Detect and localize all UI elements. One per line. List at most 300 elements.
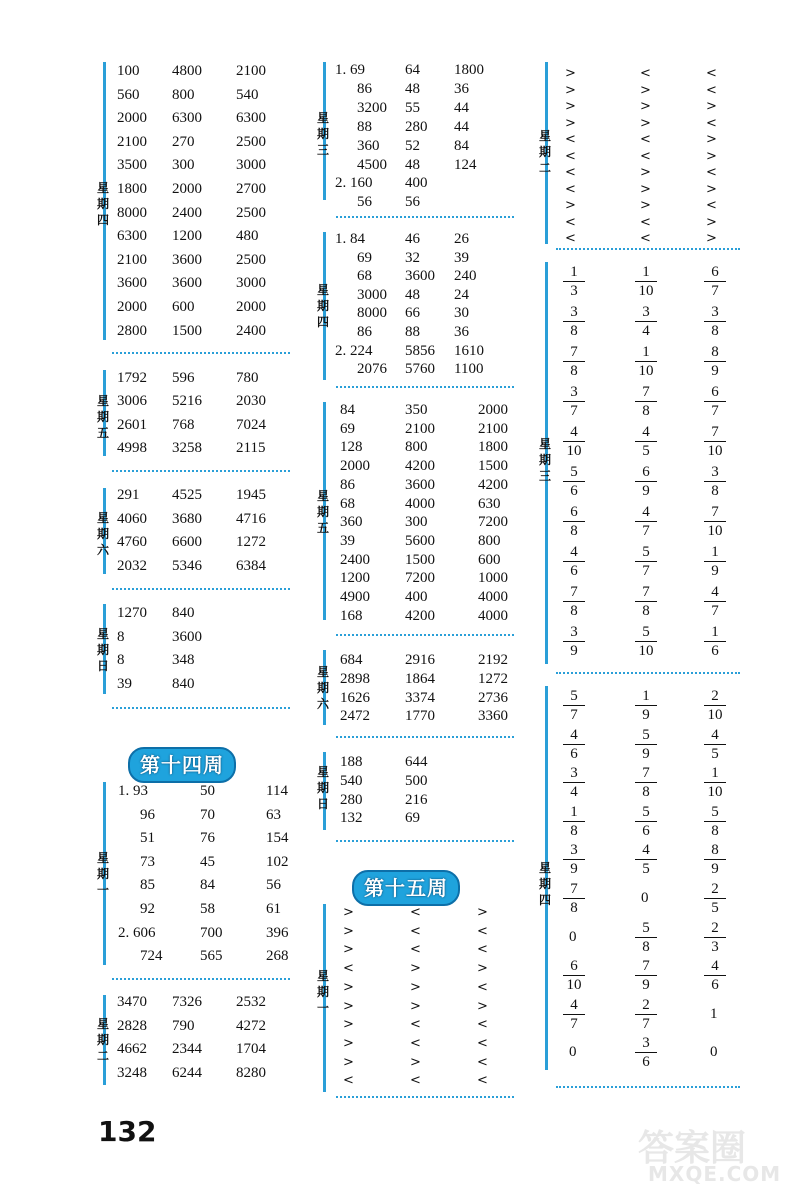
denominator: 8 (570, 523, 578, 539)
answer-value: > (706, 132, 717, 147)
fraction (635, 584, 657, 619)
answer-value: > (640, 198, 651, 213)
day-label-char: 期 (316, 985, 329, 999)
fraction (563, 544, 585, 579)
answer-value: 86 (357, 324, 372, 340)
dotted-separator (112, 352, 290, 354)
denominator: 7 (642, 1015, 650, 1032)
answer-value: 840 (172, 605, 195, 621)
answer-value: < (565, 148, 576, 164)
day-label (538, 128, 552, 176)
answer-value: 2532 (236, 994, 266, 1010)
fraction (635, 958, 657, 993)
day-label (96, 393, 110, 441)
day-label-char: 期 (316, 127, 329, 141)
dotted-separator (112, 978, 290, 980)
numerator: 3 (570, 842, 578, 859)
answer-value: 1610 (454, 342, 484, 359)
answer-value: > (410, 961, 421, 977)
answer-value: 4200 (478, 476, 508, 493)
denominator: 9 (711, 363, 719, 379)
answer-value: 2000 (478, 402, 508, 418)
answer-value: 1200 (172, 228, 202, 245)
fraction-bar (704, 321, 726, 322)
answer-value: 2076 (357, 361, 387, 378)
day-label-char: 星 (96, 394, 109, 408)
numerator: 4 (711, 958, 719, 975)
fraction-bar (635, 601, 657, 602)
fraction-bar (635, 561, 657, 562)
day-label (96, 626, 110, 674)
answer-value: 3600 (172, 275, 202, 292)
answer-value: 3600 (405, 476, 435, 493)
day-label (316, 664, 330, 712)
day-label-char: 五 (96, 426, 109, 440)
answer-value: 2601 (117, 416, 147, 433)
fraction-bar (563, 975, 585, 976)
day-label-char: 六 (316, 697, 329, 711)
denominator: 7 (642, 563, 650, 579)
numerator: 1 (642, 264, 650, 280)
denominator: 4 (642, 323, 650, 339)
answer-value: 480 (236, 228, 259, 245)
answer-value: < (477, 1073, 488, 1089)
dotted-separator (336, 386, 514, 388)
fraction (704, 384, 726, 419)
answer-value: 1200 (340, 570, 370, 587)
day-label-char: 四 (538, 893, 551, 907)
fraction (635, 842, 657, 877)
numerator: 7 (642, 384, 650, 400)
answer-value: 2. 160 (335, 175, 373, 192)
answer-value: 540 (340, 772, 363, 789)
answer-value: 6384 (236, 557, 266, 574)
answer-value: 4998 (117, 439, 147, 456)
dotted-separator (336, 634, 514, 636)
answer-value: < (477, 1054, 488, 1070)
answer-value: 88 (357, 118, 372, 135)
answer-value: 2400 (172, 204, 202, 221)
answer-value: 69 (357, 249, 372, 266)
numerator: 7 (711, 424, 719, 440)
fraction-bar (635, 937, 657, 938)
numerator: 5 (642, 803, 650, 820)
fraction-bar (563, 1014, 585, 1015)
day-label-char: 六 (96, 543, 109, 557)
denominator: 8 (570, 363, 578, 379)
denominator: 6 (642, 822, 650, 839)
answer-value: > (706, 214, 717, 230)
denominator: 5 (642, 861, 650, 878)
fraction-bar (635, 441, 657, 442)
answer-value: 3600 (172, 628, 202, 645)
week-title-badge: 第十五周 (352, 870, 460, 906)
answer-value: 3200 (357, 99, 387, 116)
answer-value: 4662 (117, 1041, 147, 1058)
answer-value: > (343, 979, 354, 995)
answer-value: < (477, 1035, 488, 1051)
day-label-char: 一 (96, 883, 109, 897)
answer-value: 1500 (405, 551, 435, 568)
numerator: 3 (570, 624, 578, 640)
fraction (704, 624, 726, 659)
answer-value: 540 (236, 86, 259, 103)
answer-value: 6244 (172, 1064, 202, 1081)
answer-value: 800 (405, 439, 428, 456)
denominator: 6 (570, 483, 578, 499)
fraction (635, 384, 657, 419)
fraction (563, 765, 585, 800)
answer-value: 132 (340, 810, 363, 827)
numerator: 3 (711, 464, 719, 480)
fraction-bar (563, 705, 585, 706)
answer-value: 2898 (340, 670, 370, 687)
answer-value: 1. 93 (118, 783, 148, 799)
answer-value: < (477, 979, 488, 995)
answer-value: 56 (405, 194, 420, 211)
denominator: 9 (642, 707, 650, 723)
answer-value: > (640, 165, 651, 180)
answer-value: 39 (340, 532, 355, 549)
day-label-char: 星 (316, 111, 329, 125)
day-label-char: 星 (316, 665, 329, 679)
answer-value: 8000 (357, 305, 387, 322)
fraction-bar (635, 361, 657, 362)
answer-value: 768 (172, 416, 195, 433)
numerator: 5 (642, 544, 650, 560)
day-label-char: 星 (96, 181, 109, 195)
answer-value: 500 (405, 772, 428, 789)
answer-value: < (640, 66, 651, 81)
answer-value: 1500 (172, 322, 202, 339)
answer-value: 56 (266, 877, 281, 894)
answer-value: < (706, 82, 717, 98)
fraction (635, 920, 657, 955)
answer-value: 66 (405, 305, 420, 322)
fraction (704, 304, 726, 339)
answer-value: 1800 (454, 62, 484, 78)
denominator: 8 (711, 323, 719, 339)
numerator: 4 (570, 424, 578, 440)
fraction-bar (635, 859, 657, 860)
answer-value: 2472 (340, 708, 370, 725)
answer-value: > (343, 923, 354, 939)
fraction (704, 464, 726, 499)
numerator: 5 (642, 624, 650, 640)
numerator: 6 (570, 504, 578, 520)
denominator: 3 (570, 283, 578, 299)
answer-value: 2700 (236, 181, 266, 197)
answer-value: 3000 (236, 275, 266, 292)
denominator: 10 (638, 643, 654, 659)
answer-value: 291 (117, 487, 140, 503)
numerator: 1 (642, 688, 650, 704)
answer-value: < (343, 961, 354, 977)
denominator: 8 (570, 323, 578, 339)
denominator: 6 (570, 563, 578, 579)
answer-value: > (477, 998, 488, 1014)
answer-value: 1500 (478, 458, 508, 475)
answer-value: 5346 (172, 557, 202, 574)
answer-value: 2100 (117, 133, 147, 150)
answer-value: < (706, 66, 717, 81)
fraction-bar (635, 321, 657, 322)
answer-value: 5600 (405, 532, 435, 549)
answer-value: > (410, 979, 421, 995)
dotted-separator (112, 470, 290, 472)
answer-value: 7200 (405, 570, 435, 587)
day-label (96, 850, 110, 898)
fraction (635, 688, 657, 723)
answer-value: > (640, 82, 651, 98)
day-label-char: 星 (96, 851, 109, 865)
fraction (563, 624, 585, 659)
fraction-bar (563, 859, 585, 860)
denominator: 9 (642, 977, 650, 994)
answer-value: 64 (405, 62, 420, 78)
answer-value: 6300 (172, 110, 202, 127)
numerator: 4 (711, 726, 719, 743)
day-label-char: 日 (96, 659, 109, 673)
numerator: 4 (642, 424, 650, 440)
answer-value: 52 (405, 137, 420, 154)
fraction (563, 304, 585, 339)
denominator: 8 (711, 822, 719, 839)
answer-value: 55 (405, 99, 420, 116)
denominator: 8 (642, 603, 650, 619)
day-label-char: 星 (96, 511, 109, 525)
answer-value: 48 (405, 156, 420, 173)
answer-value: 1270 (117, 605, 147, 621)
answer-value: 4200 (405, 458, 435, 475)
fraction (563, 842, 585, 877)
denominator: 10 (566, 977, 582, 994)
denominator: 10 (707, 523, 723, 539)
answer-value: 630 (478, 495, 501, 512)
numerator: 3 (570, 384, 578, 400)
denominator: 9 (711, 861, 719, 878)
answer-value: 85 (140, 877, 155, 894)
numerator: 4 (642, 504, 650, 520)
answer-value: 2500 (236, 133, 266, 150)
answer-value: < (706, 165, 717, 180)
answer-value: < (410, 942, 421, 958)
answer-value: 3500 (117, 157, 147, 174)
fraction (635, 264, 657, 299)
answer-value: 2192 (478, 652, 508, 668)
answer-value: 2100 (478, 420, 508, 437)
answer-value: < (640, 231, 651, 246)
day-label-char: 期 (96, 527, 109, 541)
day-label-char: 星 (538, 129, 551, 143)
numerator: 1 (711, 624, 719, 640)
denominator: 8 (642, 403, 650, 419)
answer-value: 8280 (236, 1064, 266, 1081)
answer-value: 1626 (340, 689, 370, 706)
numerator: 5 (642, 919, 650, 936)
numerator: 3 (570, 304, 578, 320)
fraction (563, 958, 585, 993)
answer-value: 300 (172, 157, 195, 174)
fraction (635, 804, 657, 839)
fraction-bar (563, 521, 585, 522)
answer-value: < (565, 214, 576, 230)
answer-value: 240 (454, 268, 477, 285)
fraction (704, 727, 726, 762)
fraction-bar (704, 401, 726, 402)
answer-value: 4716 (236, 510, 266, 527)
answer-value: 5216 (172, 393, 202, 410)
answer-value: 56 (357, 194, 372, 211)
answer-value: 2000 (117, 299, 147, 315)
answer-value: 4760 (117, 534, 147, 551)
fraction (563, 464, 585, 499)
day-label-char: 期 (96, 1033, 109, 1047)
answer-value: > (706, 181, 717, 197)
numerator: 3 (642, 1035, 650, 1052)
answer-value: 58 (200, 901, 215, 917)
answer-value: 1770 (405, 708, 435, 725)
fraction-bar (563, 361, 585, 362)
answer-value: 68 (340, 495, 355, 512)
fraction-bar (704, 782, 726, 783)
numerator: 2 (711, 688, 719, 704)
answer-value: 63 (266, 806, 281, 823)
answer-value: 92 (140, 901, 155, 917)
fraction-bar (635, 782, 657, 783)
answer-value: 350 (405, 402, 428, 418)
answer-value: 39 (117, 675, 132, 692)
denominator: 10 (638, 283, 654, 299)
answer-value: 360 (340, 514, 363, 531)
answer-value: 50 (200, 783, 215, 799)
answer-value: 1272 (478, 670, 508, 687)
answer-value: 2. 224 (335, 342, 373, 359)
numerator: 6 (711, 264, 719, 280)
answer-value: 0 (641, 890, 649, 906)
numerator: 7 (642, 765, 650, 782)
fraction (704, 584, 726, 619)
answer-value: 6600 (172, 534, 202, 551)
week-title-badge: 第十四周 (128, 747, 236, 783)
answer-value: 8 (117, 628, 125, 645)
fraction-bar (635, 1052, 657, 1053)
answer-value: 2000 (340, 458, 370, 475)
answer-value: 100 (117, 63, 140, 79)
fraction (563, 344, 585, 379)
fraction-bar (704, 601, 726, 602)
day-label-char: 期 (96, 410, 109, 424)
numerator: 3 (570, 765, 578, 782)
denominator: 10 (638, 363, 654, 379)
numerator: 3 (711, 304, 719, 320)
denominator: 7 (711, 603, 719, 619)
answer-value: 7024 (236, 416, 266, 433)
dotted-separator (336, 840, 514, 842)
answer-value: 2828 (117, 1017, 147, 1034)
answer-value: > (410, 1054, 421, 1070)
day-label-char: 三 (316, 143, 329, 157)
answer-value: 2800 (117, 322, 147, 339)
answer-value: < (565, 132, 576, 147)
answer-value: 560 (117, 86, 140, 103)
day-label-char: 星 (538, 861, 551, 875)
answer-value: 2000 (236, 299, 266, 315)
answer-value: 348 (172, 652, 195, 669)
day-label (316, 764, 330, 812)
day-label (96, 1016, 110, 1064)
answer-value: > (640, 99, 651, 114)
answer-value: 1. 69 (335, 62, 365, 78)
answer-value: 565 (200, 948, 223, 965)
numerator: 4 (570, 996, 578, 1013)
answer-value: < (410, 923, 421, 939)
day-label-char: 三 (538, 469, 551, 483)
answer-value: 69 (405, 810, 420, 827)
numerator: 7 (642, 584, 650, 600)
answer-value: 96 (140, 806, 155, 823)
answer-value: 2100 (236, 63, 266, 79)
numerator: 2 (711, 881, 719, 897)
fraction (704, 842, 726, 877)
answer-value: 84 (454, 137, 469, 154)
answer-value: < (477, 923, 488, 939)
day-label-char: 期 (316, 299, 329, 313)
dotted-separator (336, 736, 514, 738)
answer-value: 48 (405, 286, 420, 303)
numerator: 4 (711, 584, 719, 600)
answer-value: 4900 (340, 589, 370, 605)
denominator: 6 (711, 643, 719, 659)
day-label-char: 期 (96, 197, 109, 211)
answer-value: 1800 (478, 439, 508, 456)
answer-value: 86 (340, 476, 355, 493)
numerator: 6 (711, 384, 719, 400)
answer-value: 154 (266, 830, 289, 847)
fraction (635, 624, 657, 659)
answer-value: 0 (569, 1044, 577, 1061)
fraction-bar (563, 321, 585, 322)
answer-value: 36 (454, 324, 469, 340)
answer-value: 3374 (405, 689, 435, 706)
answer-value: 3470 (117, 994, 147, 1010)
answer-value: 102 (266, 853, 289, 870)
answer-value: 4000 (405, 495, 435, 512)
day-label-char: 期 (538, 877, 551, 891)
answer-value: 4060 (117, 510, 147, 527)
answer-value: 2400 (340, 551, 370, 568)
answer-value: < (410, 1017, 421, 1033)
watermark-text: 答案圈 (638, 1128, 747, 1169)
answer-value: 32 (405, 249, 420, 266)
answer-value: > (706, 231, 717, 246)
answer-value: 400 (405, 175, 428, 192)
numerator: 1 (570, 264, 578, 280)
day-label-char: 四 (96, 213, 109, 227)
numerator: 8 (711, 842, 719, 859)
day-label (316, 282, 330, 330)
fraction (635, 304, 657, 339)
answer-value: 128 (340, 439, 363, 456)
answer-value: 2500 (236, 204, 266, 221)
answer-value: 3248 (117, 1064, 147, 1081)
denominator: 7 (570, 403, 578, 419)
fraction (563, 384, 585, 419)
day-label-char: 一 (316, 1001, 329, 1015)
numerator: 5 (570, 464, 578, 480)
answer-value: > (410, 998, 421, 1014)
answer-value: 596 (172, 370, 195, 386)
